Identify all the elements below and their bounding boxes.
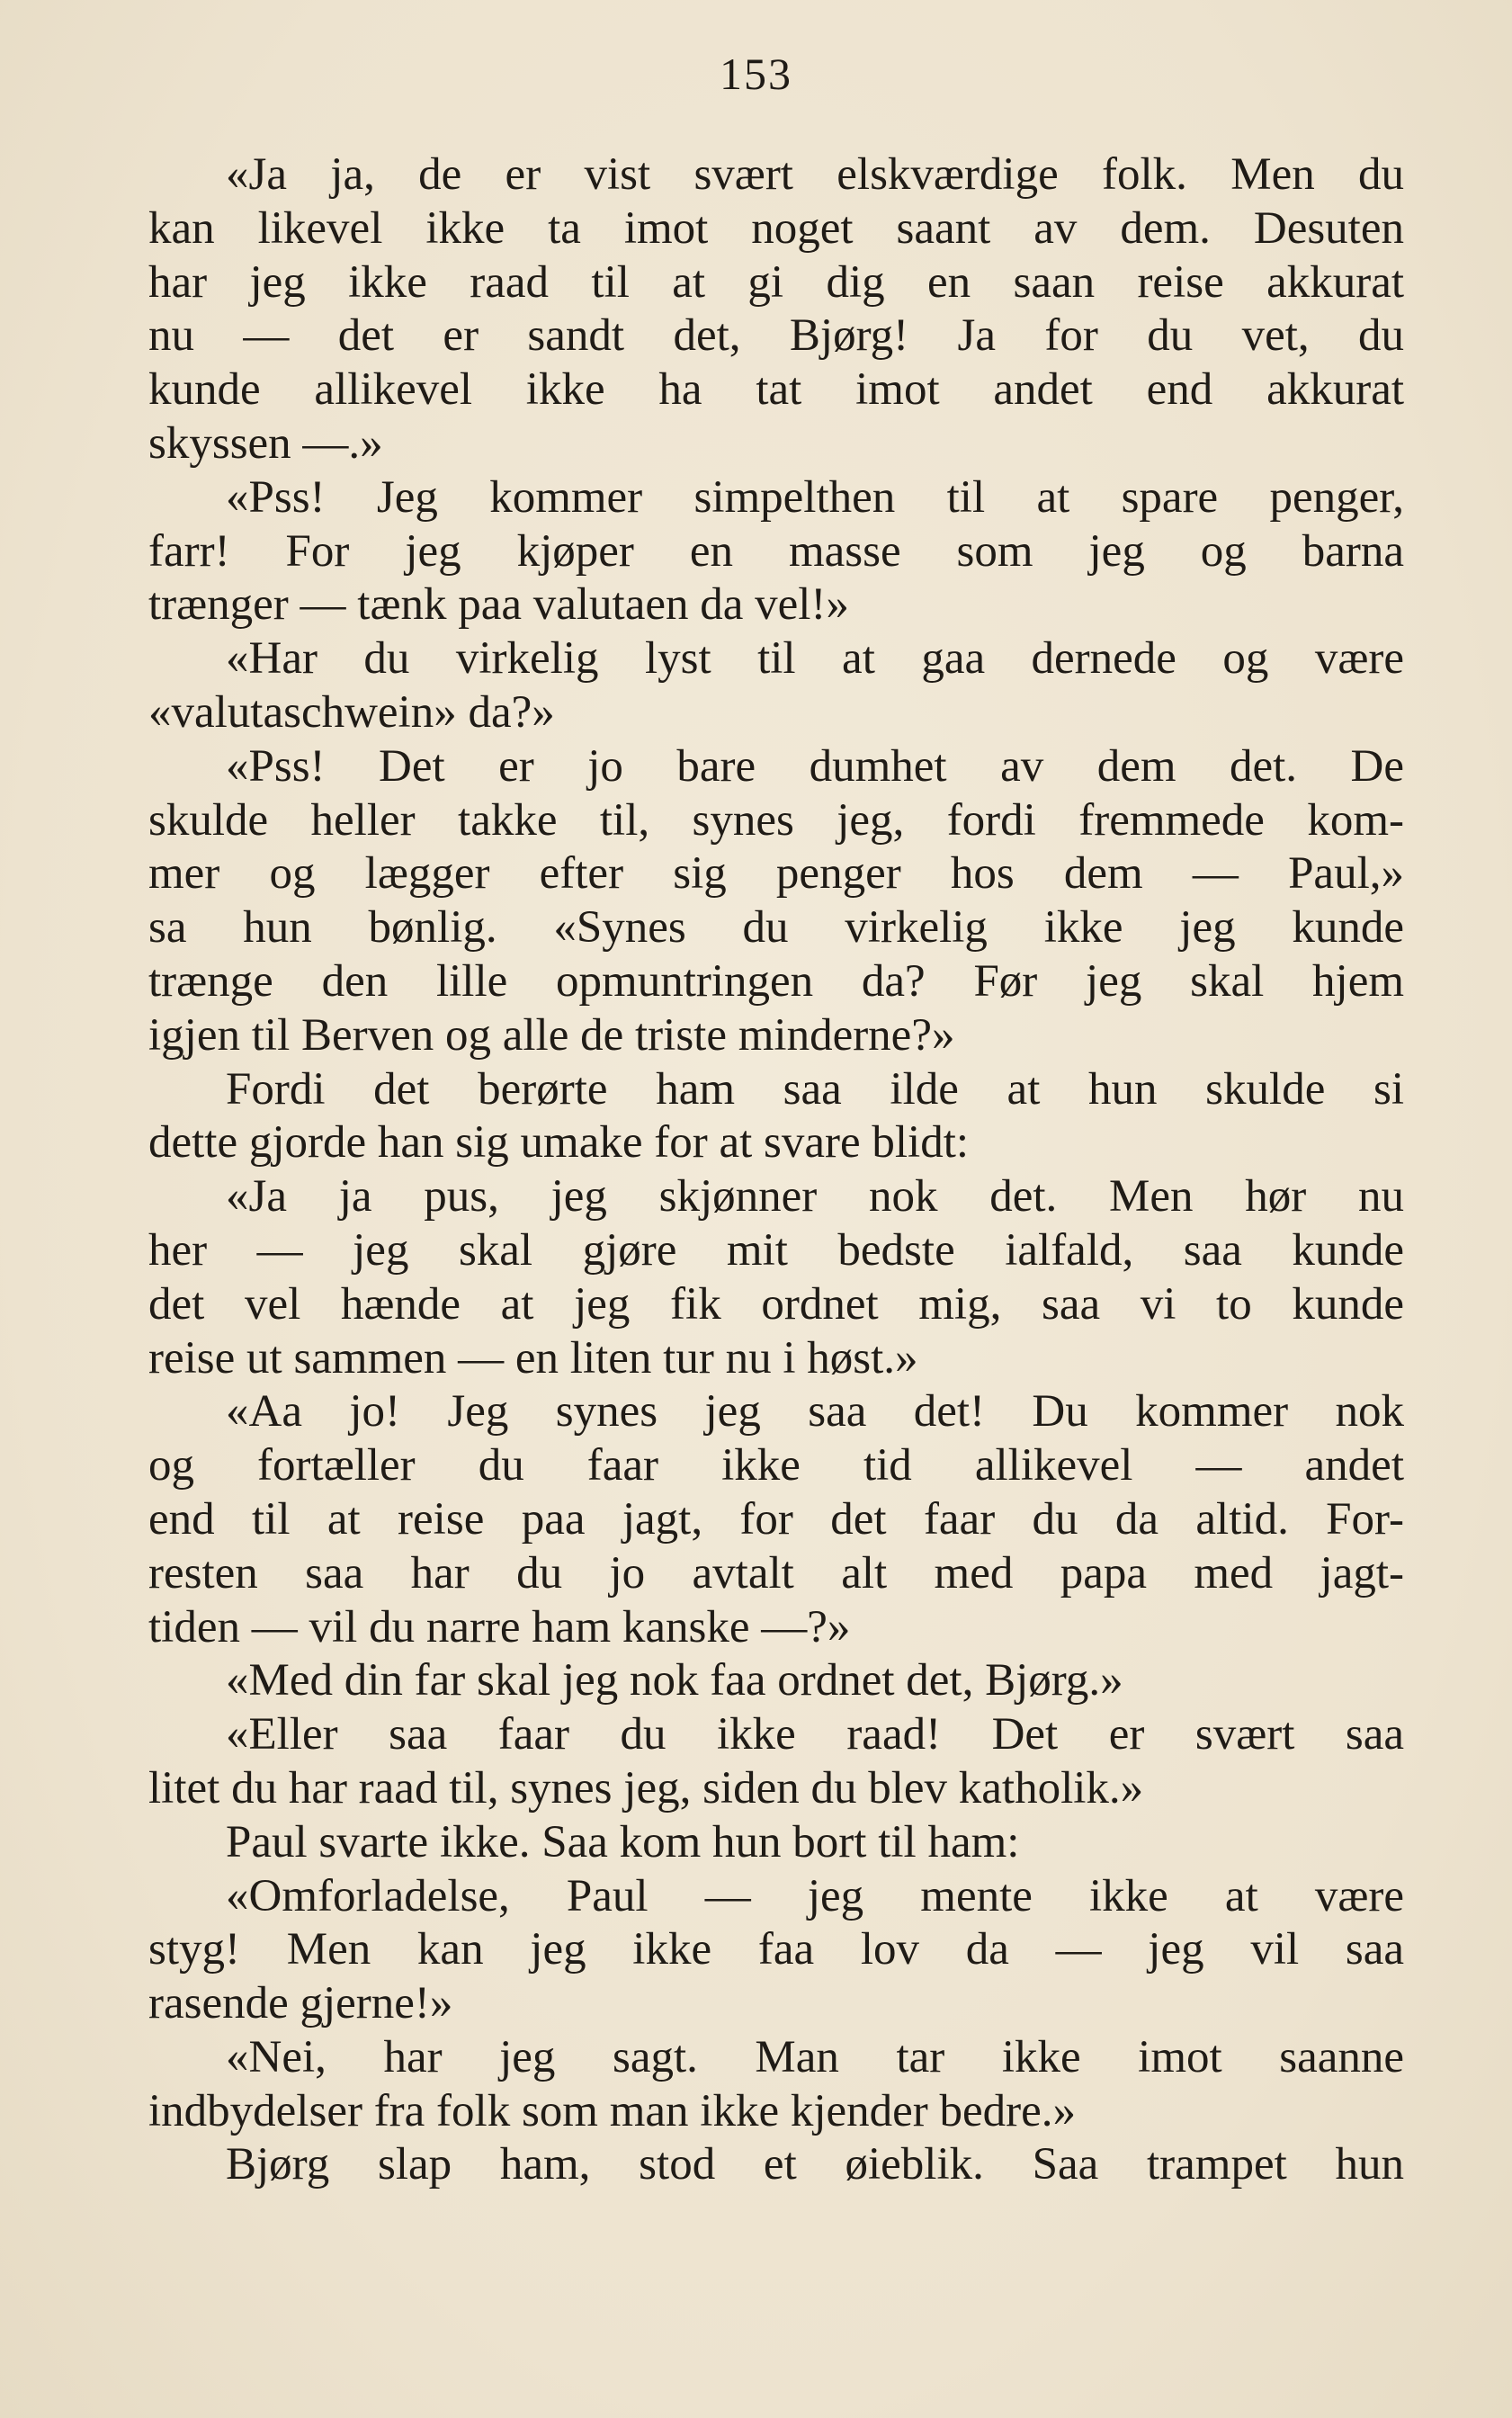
page-number: 153 [720,49,792,99]
text-line: sa hun bønlig. «Synes du virkelig ikke jeg kunde [148,902,1404,954]
text-line: «Ja ja pus, jeg skjønner nok det. Men hør nu [226,1171,1404,1222]
text-line: har jeg ikke raad til at gi dig en saan reise akkurat [148,256,1404,308]
text-line: «Pss! Det er jo bare dumhet av dem det. De [226,740,1404,792]
text-line: igjen til Berven og alle de triste minderne?» [148,1009,955,1061]
text-line: skulde heller takke til, synes jeg, fordi fremmede kom- [148,794,1404,846]
text-line: nu — det er sandt det, Bjørg! Ja for du vet, du [148,310,1404,362]
text-line: mer og lægger efter sig penger hos dem — Paul,» [148,848,1404,900]
text-line: «Nei, har jeg sagt. Man tar ikke imot saanne [226,2031,1404,2082]
text-line: styg! Men kan jeg ikke faa lov da — jeg vil saa [148,1924,1404,1975]
text-line: «Med din far skal jeg nok faa ordnet det, Bjørg.» [226,1655,1123,1706]
text-line: farr! For jeg kjøper en masse som jeg og barna [148,525,1404,577]
text-line: det vel hænde at jeg fik ordnet mig, saa vi to kunde [148,1278,1404,1330]
text-line: kunde allikevel ikke ha tat imot andet end akkurat [148,364,1404,416]
text-line: trænger — tænk paa valutaen da vel!» [148,579,849,631]
text-line: «Ja ja, de er vist svært elskværdige folk. Men du [226,149,1404,200]
text-line: skyssen —.» [148,417,383,469]
text-line: her — jeg skal gjøre mit bedste ialfald, saa kunde [148,1224,1404,1276]
text-line: «Aa jo! Jeg synes jeg saa det! Du kommer nok [226,1386,1404,1437]
text-line: Paul svarte ikke. Saa kom hun bort til ham: [226,1816,1020,1867]
text-line: «valutaschwein» da?» [148,686,555,738]
text-line: kan likevel ikke ta imot noget saant av dem. Desuten [148,202,1404,254]
text-line: Bjørg slap ham, stod et øieblik. Saa trampet hun [226,2139,1404,2190]
text-line: «Omforladelse, Paul — jeg mente ikke at være [226,1870,1404,1921]
text-line: «Pss! Jeg kommer simpelthen til at spare penger, [226,471,1404,523]
text-line: reise ut sammen — en liten tur nu i høst.» [148,1332,918,1384]
text-line: «Eller saa faar du ikke raad! Det er svært saa [226,1709,1404,1760]
text-line: «Har du virkelig lyst til at gaa dernede og være [226,633,1404,685]
text-line: Fordi det berørte ham saa ilde at hun skulde si [226,1063,1404,1115]
text-line: resten saa har du jo avtalt alt med papa med jagt- [148,1547,1404,1599]
text-line: litet du har raad til, synes jeg, siden du blev katholik.» [148,1762,1144,1814]
text-line: tiden — vil du narre ham kanske —?» [148,1601,851,1652]
text-line: trænge den lille opmuntringen da? Før jeg skal hjem [148,955,1404,1007]
text-line: indbydelser fra folk som man ikke kjender bedre.» [148,2085,1077,2136]
text-line: dette gjorde han sig umake for at svare blidt: [148,1117,970,1169]
text-line: og fortæller du faar ikke tid allikevel — andet [148,1440,1404,1491]
text-line: rasende gjerne!» [148,1978,453,2029]
text-line: end til at reise paa jagt, for det faar du da altid. For- [148,1493,1404,1545]
page-text [148,148,1404,2192]
